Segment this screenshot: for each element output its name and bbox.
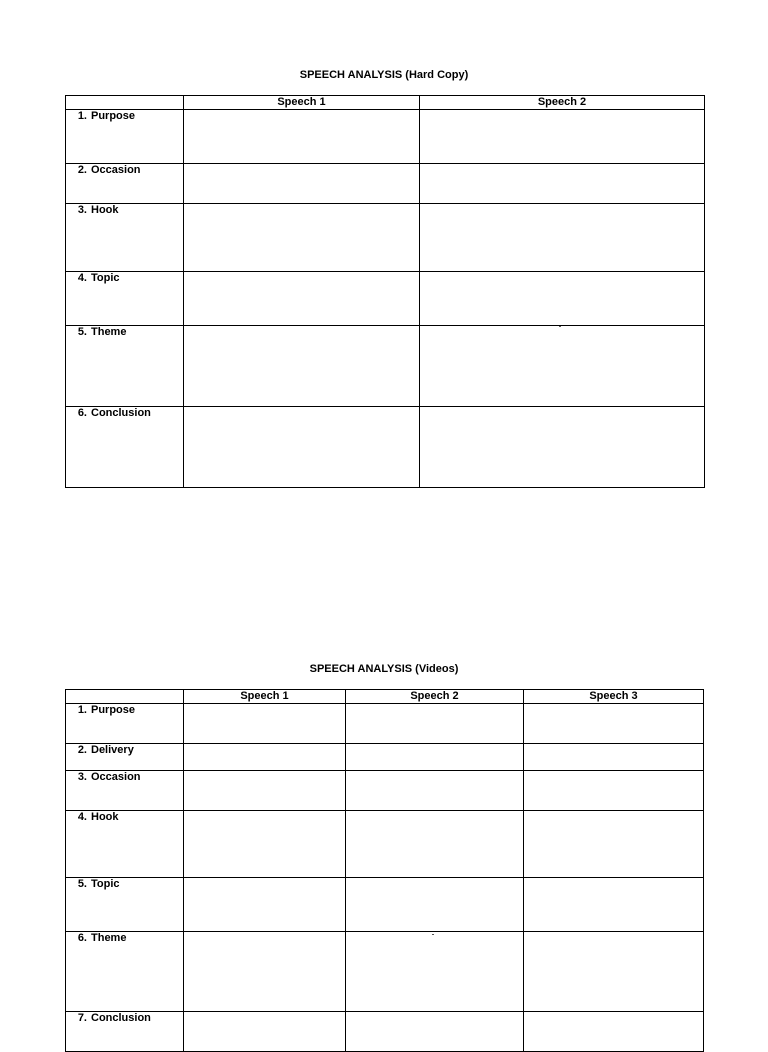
answer-cell[interactable] xyxy=(184,878,346,932)
row-label-purpose xyxy=(66,110,184,164)
row-number: 2. xyxy=(77,164,87,176)
stray-mark xyxy=(559,326,561,327)
answer-cell[interactable] xyxy=(524,932,704,1012)
row-number: 1. xyxy=(77,110,87,122)
answer-cell[interactable] xyxy=(420,272,705,326)
row-label-text: Theme xyxy=(91,326,127,338)
table-row xyxy=(66,878,704,932)
row-label-conclusion xyxy=(66,407,184,488)
row-label-hook xyxy=(66,811,184,878)
row-number: 1. xyxy=(77,704,87,716)
row-number: 5. xyxy=(77,326,87,338)
table-row xyxy=(66,704,704,744)
answer-cell[interactable] xyxy=(346,744,524,771)
row-label-text: Topic xyxy=(91,272,120,284)
table-row xyxy=(66,811,704,878)
header-speech-2: Speech 2 xyxy=(346,690,524,704)
table-row xyxy=(66,1012,704,1052)
table-row xyxy=(66,110,705,164)
row-label-occasion xyxy=(66,164,184,204)
row-label-text: Topic xyxy=(91,878,120,890)
table-header-row xyxy=(66,690,704,704)
header-speech-3: Speech 3 xyxy=(524,690,704,704)
answer-cell[interactable] xyxy=(184,704,346,744)
row-number: 6. xyxy=(77,932,87,944)
table-header-row xyxy=(66,96,705,110)
hard-copy-title: SPEECH ANALYSIS (Hard Copy) xyxy=(299,69,469,81)
answer-cell[interactable] xyxy=(524,811,704,878)
row-number: 4. xyxy=(77,272,87,284)
answer-cell[interactable] xyxy=(524,704,704,744)
header-speech-1: Speech 1 xyxy=(184,96,420,110)
answer-cell[interactable] xyxy=(420,164,705,204)
answer-cell[interactable] xyxy=(184,204,420,272)
row-label-text: Theme xyxy=(91,932,127,944)
videos-title: SPEECH ANALYSIS (Videos) xyxy=(309,663,459,675)
row-number: 7. xyxy=(77,1012,87,1024)
answer-cell[interactable] xyxy=(184,771,346,811)
table-row xyxy=(66,204,705,272)
row-label-theme xyxy=(66,326,184,407)
row-label-text: Delivery xyxy=(91,744,134,756)
answer-cell[interactable] xyxy=(346,704,524,744)
row-number: 3. xyxy=(77,204,87,216)
row-number: 6. xyxy=(77,407,87,419)
row-label-text: Conclusion xyxy=(91,1012,151,1024)
row-label-text: Conclusion xyxy=(91,407,151,419)
row-number: 2. xyxy=(77,744,87,756)
header-blank xyxy=(66,690,184,704)
answer-cell[interactable] xyxy=(346,878,524,932)
answer-cell[interactable] xyxy=(346,1012,524,1052)
table-row xyxy=(66,272,705,326)
answer-cell[interactable] xyxy=(184,164,420,204)
row-label-text: Occasion xyxy=(91,164,141,176)
row-label-text: Purpose xyxy=(91,704,136,716)
answer-cell[interactable] xyxy=(346,932,524,1012)
row-label-text: Purpose xyxy=(91,110,136,122)
answer-cell[interactable] xyxy=(184,407,420,488)
answer-cell[interactable] xyxy=(420,110,705,164)
table-row xyxy=(66,932,704,1012)
answer-cell[interactable] xyxy=(184,1012,346,1052)
answer-cell[interactable] xyxy=(346,771,524,811)
answer-cell[interactable] xyxy=(184,326,420,407)
answer-cell[interactable] xyxy=(184,932,346,1012)
videos-analysis-table xyxy=(65,689,704,1052)
row-label-theme xyxy=(66,932,184,1012)
answer-cell[interactable] xyxy=(184,272,420,326)
table-row xyxy=(66,164,705,204)
answer-cell[interactable] xyxy=(420,204,705,272)
answer-cell[interactable] xyxy=(184,811,346,878)
answer-cell[interactable] xyxy=(346,811,524,878)
row-label-hook xyxy=(66,204,184,272)
answer-cell[interactable] xyxy=(524,1012,704,1052)
answer-cell[interactable] xyxy=(184,110,420,164)
row-label-text: Hook xyxy=(91,204,119,216)
row-label-purpose xyxy=(66,704,184,744)
row-number: 4. xyxy=(77,811,87,823)
table-row xyxy=(66,407,705,488)
stray-mark xyxy=(432,934,434,935)
hard-copy-analysis-table xyxy=(65,95,705,488)
answer-cell[interactable] xyxy=(524,744,704,771)
row-number: 5. xyxy=(77,878,87,890)
answer-cell[interactable] xyxy=(420,326,705,407)
answer-cell[interactable] xyxy=(184,744,346,771)
row-label-delivery xyxy=(66,744,184,771)
table-row xyxy=(66,744,704,771)
answer-cell[interactable] xyxy=(420,407,705,488)
answer-cell[interactable] xyxy=(524,878,704,932)
row-label-text: Occasion xyxy=(91,771,141,783)
header-speech-2: Speech 2 xyxy=(420,96,705,110)
row-label-topic xyxy=(66,272,184,326)
table-row xyxy=(66,326,705,407)
table-row xyxy=(66,771,704,811)
row-number: 3. xyxy=(77,771,87,783)
row-label-text: Hook xyxy=(91,811,119,823)
row-label-occasion xyxy=(66,771,184,811)
row-label-topic xyxy=(66,878,184,932)
answer-cell[interactable] xyxy=(524,771,704,811)
header-speech-1: Speech 1 xyxy=(184,690,346,704)
header-blank xyxy=(66,96,184,110)
row-label-conclusion xyxy=(66,1012,184,1052)
